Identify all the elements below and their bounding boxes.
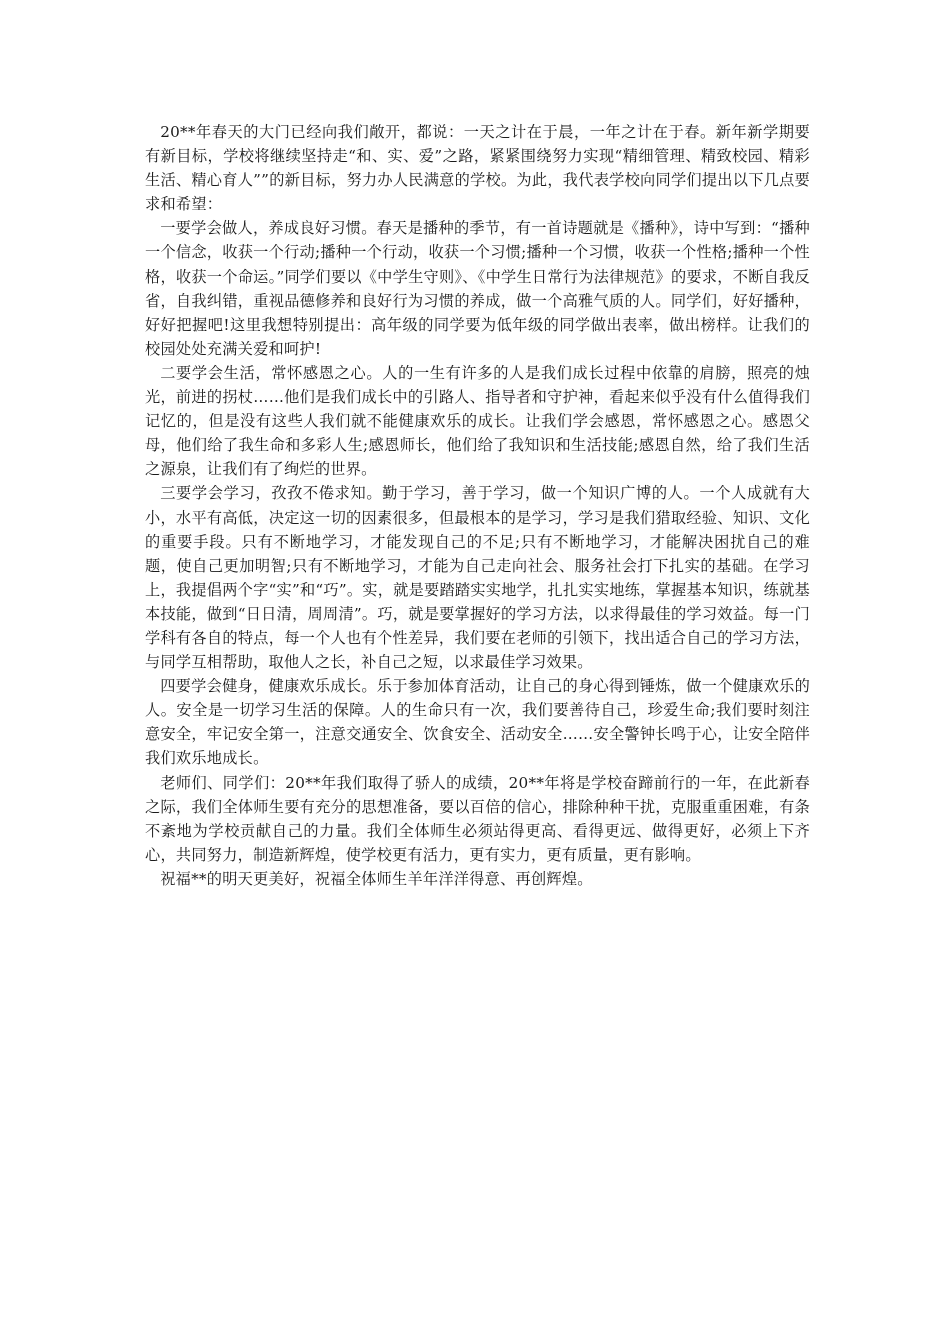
paragraph-point-3: 三要学会学习，孜孜不倦求知。勤于学习，善于学习，做一个知识广博的人。一个人成就有大小，水平有高低，决定这一切的因素很多，但最根本的是学习，学习是我们猎取经验、知识、文化的重要手段。只有不断地学习，才能发现自己的不足;只有不断地学习，才能解决困扰自己的难题，使自己更加明智;只有不断地学习，才能为自己走向社会、服务社会打下扎实的基础。在学习上，我提倡两个字“实”和“巧”。实，就是要踏踏实实地学，扎扎实实地练，掌握基本知识，练就基本技能，做到“日日清，周周清”。巧，就是要掌握好的学习方法，以求得最佳的学习效益。每一门学科有各自的特点，每一个人也有个性差异，我们要在老师的引领下，找出适合自己的学习方法，与同学互相帮助，取他人之长，补自己之短，以求最佳学习效果。 [145, 484, 810, 672]
paragraph-closing: 老师们、同学们：20**年我们取得了骄人的成绩，20**年将是学校奋蹄前行的一年，在此新春之际，我们全体师生要有充分的思想准备，要以百倍的信心，排除种种干扰，克服重重困难，有条不紊地为学校贡献自己的力量。我们全体师生必须站得更高、看得更远、做得更好，必须上下齐心，共同努力，制造新辉煌，使学校更有活力，更有实力，更有质量，更有影响。 [145, 773, 810, 864]
paragraph-intro: 20**年春天的大门已经向我们敞开，都说：一天之计在于晨，一年之计在于春。新年新学期要有新目标，学校将继续坚持走“和、实、爱”之路，紧紧围绕努力实现“精细管理、精致校园、精彩生活、精心育人””的新目标，努力办人民满意的学校。为此，我代表学校向同学们提出以下几点要求和希望： [145, 123, 810, 214]
paragraph-blessing: 祝福**的明天更美好，祝福全体师生羊年洋洋得意、再创辉煌。 [160, 869, 593, 888]
paragraph-point-1: 一要学会做人，养成良好习惯。春天是播种的季节，有一首诗题就是《播种》，诗中写到：“播种一个信念，收获一个行动;播种一个行动，收获一个习惯;播种一个习惯，收获一个性格;播种一个性格，收获一个命运。”同学们要以《中学生守则》、《中学生日常行为法律规范》的要求，不断自我反省，自我纠错，重视品德修养和良好行为习惯的养成，做一个高雅气质的人。同学们，好好播种，好好把握吧!这里我想特别提出：高年级的同学要为低年级的同学做出表率，做出榜样。让我们的校园处处充满关爱和呵护! [145, 219, 810, 358]
document-body [145, 120, 810, 891]
paragraph-point-2: 二要学会生活，常怀感恩之心。人的一生有许多的人是我们成长过程中依靠的肩膀，照亮的烛光，前进的拐杖……他们是我们成长中的引路人、指导者和守护神，看起来似乎没有什么值得我们记忆的，但是没有这些人我们就不能健康欢乐的成长。让我们学会感恩，常怀感恩之心。感恩父母，他们给了我生命和多彩人生;感恩师长，他们给了我知识和生活技能;感恩自然，给了我们生活之源泉，让我们有了绚烂的世界。 [145, 363, 810, 479]
paragraph-point-4: 四要学会健身，健康欢乐成长。乐于参加体育活动，让自己的身心得到锤炼，做一个健康欢乐的人。安全是一切学习生活的保障。人的生命只有一次，我们要善待自己，珍爱生命;我们要时刻注意安全，牢记安全第一，注意交通安全、饮食安全、活动安全……安全警钟长鸣于心，让安全陪伴我们欢乐地成长。 [145, 677, 810, 768]
